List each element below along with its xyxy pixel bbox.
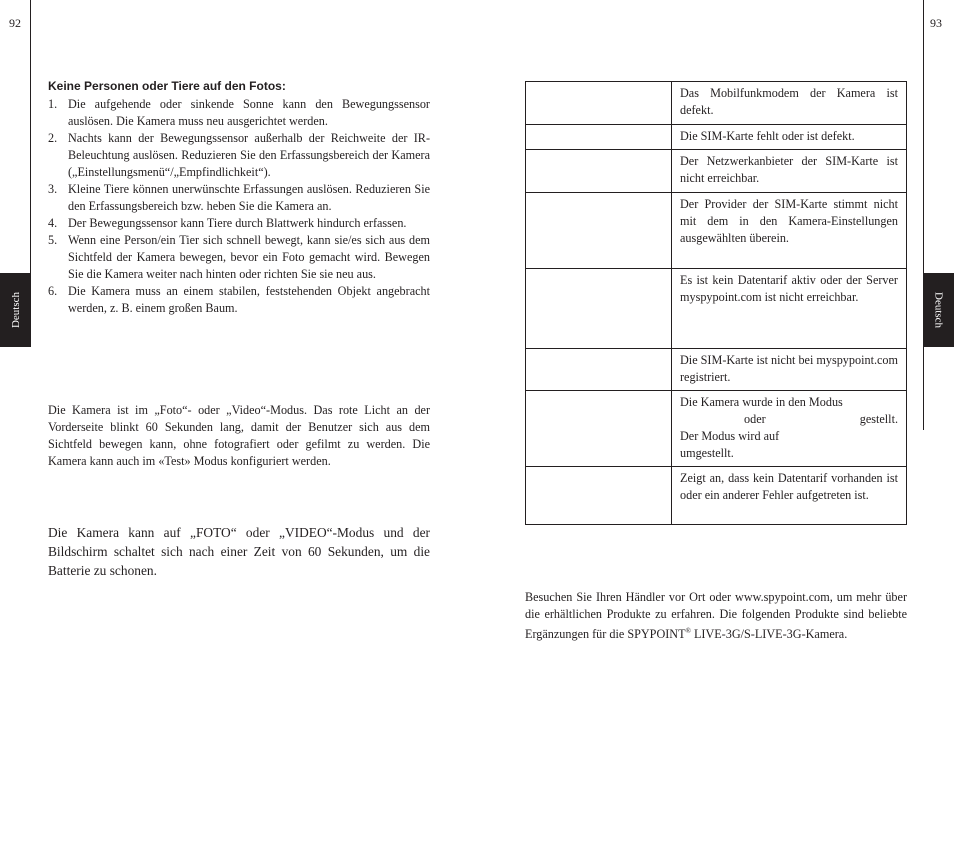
accessories-text: Besuchen Sie Ihren Händler vor Ort oder www.spypoint.com, um mehr über die erhältlichen Produkte zu erfahren. Die folgenden Produkte sind beliebte Ergänzungen für die SPYPOINT <box>525 590 907 642</box>
table-row <box>526 269 907 349</box>
list-item <box>48 96 430 130</box>
page-number-left: 92 <box>9 16 21 30</box>
list-item-number: 6. <box>48 284 58 298</box>
table-row <box>526 150 907 193</box>
table-row <box>526 467 907 525</box>
list-item-text: Die Kamera muss an einem stabilen, feststehenden Objekt angebracht werden, z. B. einem großen Baum. <box>68 284 430 315</box>
list-item-number: 1. <box>48 97 58 111</box>
table-row <box>526 391 907 467</box>
list-item-text: Nachts kann der Bewegungssensor außerhalb der Reichweite der IR-Beleuchtung auslösen. Reduzieren Sie den Erfassungsbereich der Kamera („Einstellungsmenü“/„Empfindlichkeit“). <box>68 131 430 179</box>
page-number-right: 93 <box>930 16 942 30</box>
list-item <box>48 181 430 215</box>
list-item-number: 4. <box>48 216 58 230</box>
accessories-text-end: LIVE-3G/S-LIVE-3G-Kamera. <box>690 627 848 642</box>
status-description-cell: Der Netzwerkanbieter der SIM-Karte ist nicht erreichbar. <box>672 150 907 193</box>
table-row <box>526 125 907 150</box>
page-margin-line-right <box>923 0 924 430</box>
table-row <box>526 82 907 125</box>
list-item-number: 2. <box>48 131 58 145</box>
list-item-number: 5. <box>48 233 58 247</box>
status-description-cell: Die SIM-Karte ist nicht bei myspypoint.com registriert. <box>672 349 907 391</box>
status-description-cell: Es ist kein Datentarif aktiv oder der Server myspypoint.com ist nicht erreichbar. <box>672 269 907 349</box>
list-item-number: 3. <box>48 182 58 196</box>
status-description-cell: Das Mobilfunkmodem der Kamera ist defekt. <box>672 82 907 125</box>
status-code-cell <box>526 467 672 525</box>
table-row <box>526 193 907 269</box>
list-item-text: Der Bewegungssensor kann Tiere durch Blattwerk hindurch erfassen. <box>68 216 407 230</box>
issue-list <box>48 96 430 317</box>
status-code-cell <box>526 193 672 269</box>
status-description-cell: Die SIM-Karte fehlt oder ist defekt. <box>672 125 907 150</box>
list-item-text: Kleine Tiere können unerwünschte Erfassungen auslösen. Reduzieren Sie den Erfassungsbereich bzw. heben Sie die Kamera an. <box>68 182 430 213</box>
status-table <box>525 81 907 525</box>
status-code-cell <box>526 82 672 125</box>
red-light-paragraph: Die Kamera ist im „Foto“- oder „Video“-Modus. Das rote Licht an der Vorderseite blinkt 60 Sekunden lang, damit der Benutzer sich aus dem Sichtfeld bewegen kann, ohne fotografiert oder gefilmt zu werden. Die Kamera kann auch im «Test» Modus konfiguriert werden. <box>48 403 430 468</box>
status-code-cell <box>526 125 672 150</box>
screen-off-paragraph: Die Kamera kann auf „FOTO“ oder „VIDEO“-Modus und der Bildschirm schaltet sich nach einer Zeit von 60 Sekunden, um die Batterie zu schonen. <box>48 525 430 578</box>
status-code-cell <box>526 269 672 349</box>
status-code-cell <box>526 391 672 467</box>
mode-line-1: Die Kamera wurde in den Modus <box>680 395 843 409</box>
status-code-cell <box>526 150 672 193</box>
status-description-cell: Zeigt an, dass kein Datentarif vorhanden ist oder ein anderer Fehler aufgetreten ist. <box>672 467 907 525</box>
status-description-cell <box>672 391 907 467</box>
mode-line-2-end: gestellt. <box>859 412 898 426</box>
language-tab-right-label: Deutsch <box>932 291 945 329</box>
list-item <box>48 215 430 232</box>
registered-mark: ® <box>685 627 691 635</box>
table-row <box>526 349 907 391</box>
list-item <box>48 232 430 283</box>
language-tab-left-label: Deutsch <box>9 291 22 329</box>
status-description-cell: Der Provider der SIM-Karte stimmt nicht mit dem in den Kamera-Einstellungen ausgewählten überein. <box>672 193 907 269</box>
list-item-text: Die aufgehende oder sinkende Sonne kann den Bewegungssensor auslösen. Die Kamera muss neu ausgerichtet werden. <box>68 97 430 128</box>
mode-line-3: Der Modus wird auf <box>680 429 780 443</box>
status-code-cell <box>526 349 672 391</box>
troubleshooting-heading: Keine Personen oder Tiere auf den Fotos: <box>48 79 286 93</box>
accessories-paragraph <box>525 589 907 643</box>
list-item-text: Wenn eine Person/ein Tier sich schnell bewegt, kann sie/es sich aus dem Sichtfeld der Kamera bewegen, bevor ein Foto gemacht wird. Bewegen Sie die Kamera weiter nach hinten oder richten Sie sie neu aus. <box>68 233 430 281</box>
list-item <box>48 283 430 317</box>
mode-line-4: umgestellt. <box>680 446 734 460</box>
mode-line-2 <box>680 411 898 428</box>
page-margin-line-left <box>30 0 31 273</box>
language-tab-left <box>0 273 31 347</box>
language-tab-right <box>923 273 954 347</box>
list-item <box>48 130 430 181</box>
mode-line-2-word: oder <box>744 412 766 426</box>
